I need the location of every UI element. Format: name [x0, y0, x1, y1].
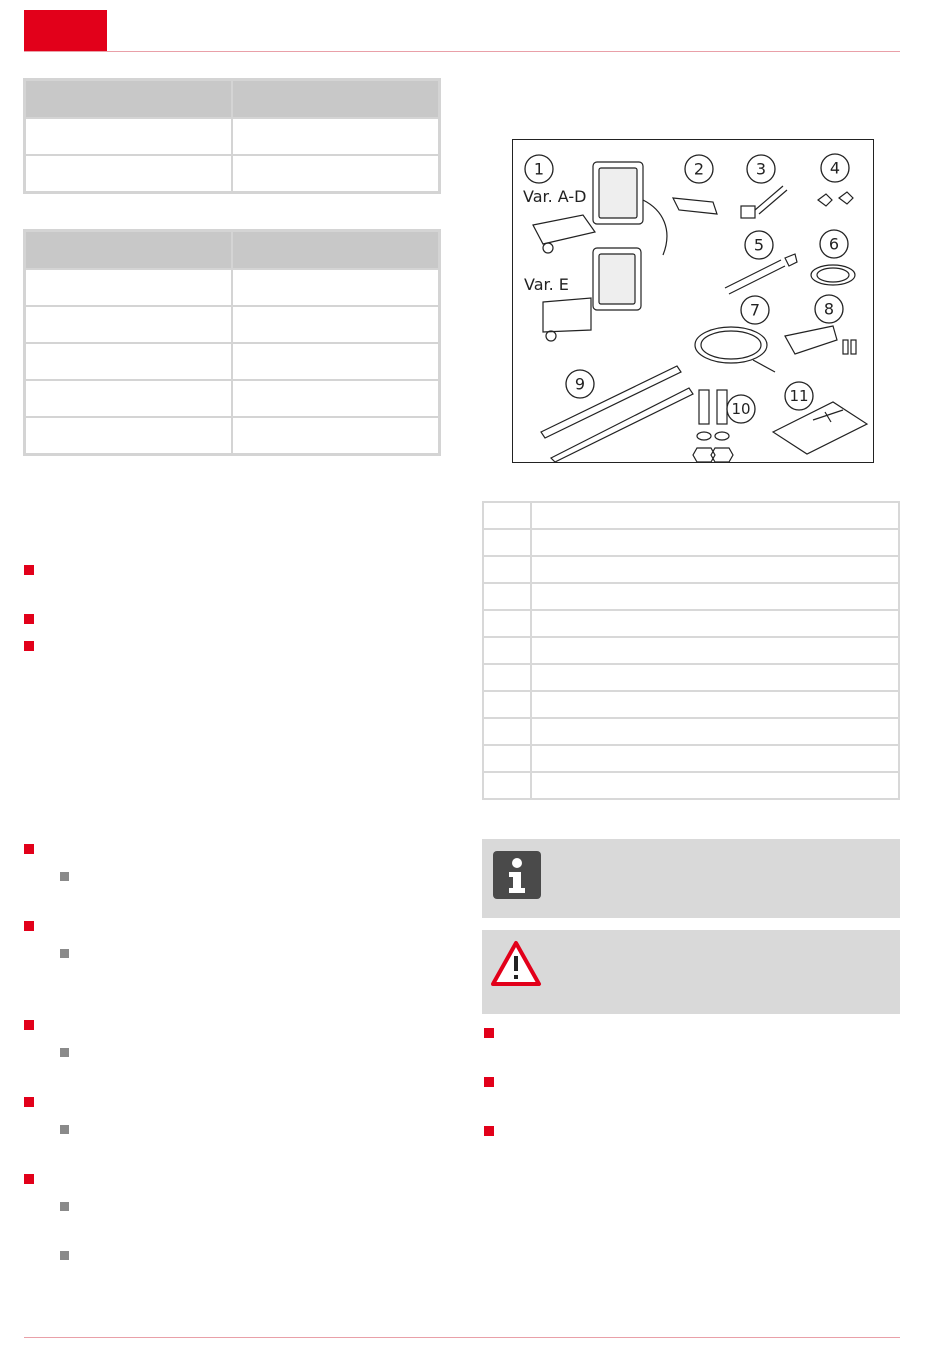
table-row: [483, 529, 899, 556]
table-cell: [483, 637, 531, 664]
table-cell: [531, 610, 899, 637]
spec-table-2: [23, 229, 441, 456]
info-note: [482, 839, 900, 918]
sub-bullet-icon: [60, 949, 69, 958]
bullet-icon: [24, 565, 34, 575]
callout-5: 5: [753, 235, 765, 255]
callout-3: 3: [755, 159, 767, 179]
variant-label-e: Var. E: [524, 275, 569, 294]
table-row: [483, 664, 899, 691]
callout-7: 7: [749, 300, 761, 320]
table-cell: [25, 155, 232, 192]
bullet-icon: [24, 844, 34, 854]
table-row: [25, 417, 439, 454]
bullet-icon: [24, 614, 34, 624]
table-header-row: [25, 231, 439, 269]
sub-bullet-icon: [60, 1202, 69, 1211]
table-row: [25, 269, 439, 306]
sub-bullet-icon: [60, 872, 69, 881]
table-row: [483, 610, 899, 637]
header-cell: [232, 80, 439, 118]
header-cell: [25, 231, 232, 269]
table-row: [483, 691, 899, 718]
table-cell: [25, 417, 232, 454]
table-cell: [531, 745, 899, 772]
table-cell: [531, 664, 899, 691]
callout-6: 6: [828, 234, 840, 254]
bullet-icon: [24, 1097, 34, 1107]
spec-table-1: [23, 78, 441, 194]
table-cell: [483, 745, 531, 772]
table-row: [483, 772, 899, 799]
table-row: [25, 306, 439, 343]
table-cell: [232, 118, 439, 155]
table-row: [483, 745, 899, 772]
table-cell: [483, 529, 531, 556]
parts-illustration: [512, 139, 874, 463]
callout-2: 2: [693, 159, 705, 179]
sub-bullet-icon: [60, 1251, 69, 1260]
table-cell: [25, 306, 232, 343]
bullet-icon: [484, 1077, 494, 1087]
table-row: [483, 718, 899, 745]
callout-9: 9: [574, 374, 586, 394]
table-row: [483, 556, 899, 583]
footer-rule: [24, 1337, 900, 1338]
table-cell: [531, 556, 899, 583]
parts-list-table: [482, 501, 900, 800]
header-cell: [25, 80, 232, 118]
table-cell: [531, 772, 899, 799]
callout-4: 4: [829, 158, 841, 178]
header-rule: [24, 51, 900, 52]
bullet-icon: [24, 921, 34, 931]
warning-triangle-icon: [490, 940, 542, 988]
sub-bullet-icon: [60, 1125, 69, 1134]
table-cell: [232, 306, 439, 343]
table-cell: [483, 502, 531, 529]
table-header-row: [25, 80, 439, 118]
table-cell: [483, 556, 531, 583]
table-cell: [483, 718, 531, 745]
table-row: [25, 118, 439, 155]
bullet-icon: [24, 1174, 34, 1184]
table-cell: [483, 583, 531, 610]
table-cell: [531, 691, 899, 718]
bullet-icon: [484, 1126, 494, 1136]
table-cell: [232, 417, 439, 454]
table-cell: [531, 502, 899, 529]
table-cell: [232, 343, 439, 380]
bullet-icon: [484, 1028, 494, 1038]
table-row: [25, 380, 439, 417]
table-cell: [531, 637, 899, 664]
table-cell: [232, 269, 439, 306]
table-cell: [25, 380, 232, 417]
table-cell: [531, 583, 899, 610]
table-row: [483, 583, 899, 610]
bullet-icon: [24, 641, 34, 651]
callout-11: 11: [789, 387, 809, 405]
table-row: [25, 155, 439, 192]
variant-label-a-d: Var. A-D: [523, 187, 587, 206]
table-cell: [483, 610, 531, 637]
header-cell: [232, 231, 439, 269]
table-row: [483, 502, 899, 529]
callout-1: 1: [533, 159, 545, 179]
callout-8: 8: [823, 299, 835, 319]
table-row: [25, 343, 439, 380]
table-cell: [483, 664, 531, 691]
brand-color-block: [24, 10, 107, 52]
callout-10: 10: [731, 400, 751, 418]
table-cell: [25, 343, 232, 380]
table-row: [483, 637, 899, 664]
bullet-icon: [24, 1020, 34, 1030]
table-cell: [483, 772, 531, 799]
table-cell: [232, 380, 439, 417]
warning-note: [482, 930, 900, 1014]
table-cell: [232, 155, 439, 192]
sub-bullet-icon: [60, 1048, 69, 1057]
table-cell: [531, 529, 899, 556]
info-icon: [493, 851, 541, 899]
table-cell: [483, 691, 531, 718]
table-cell: [531, 718, 899, 745]
table-cell: [25, 118, 232, 155]
table-cell: [25, 269, 232, 306]
